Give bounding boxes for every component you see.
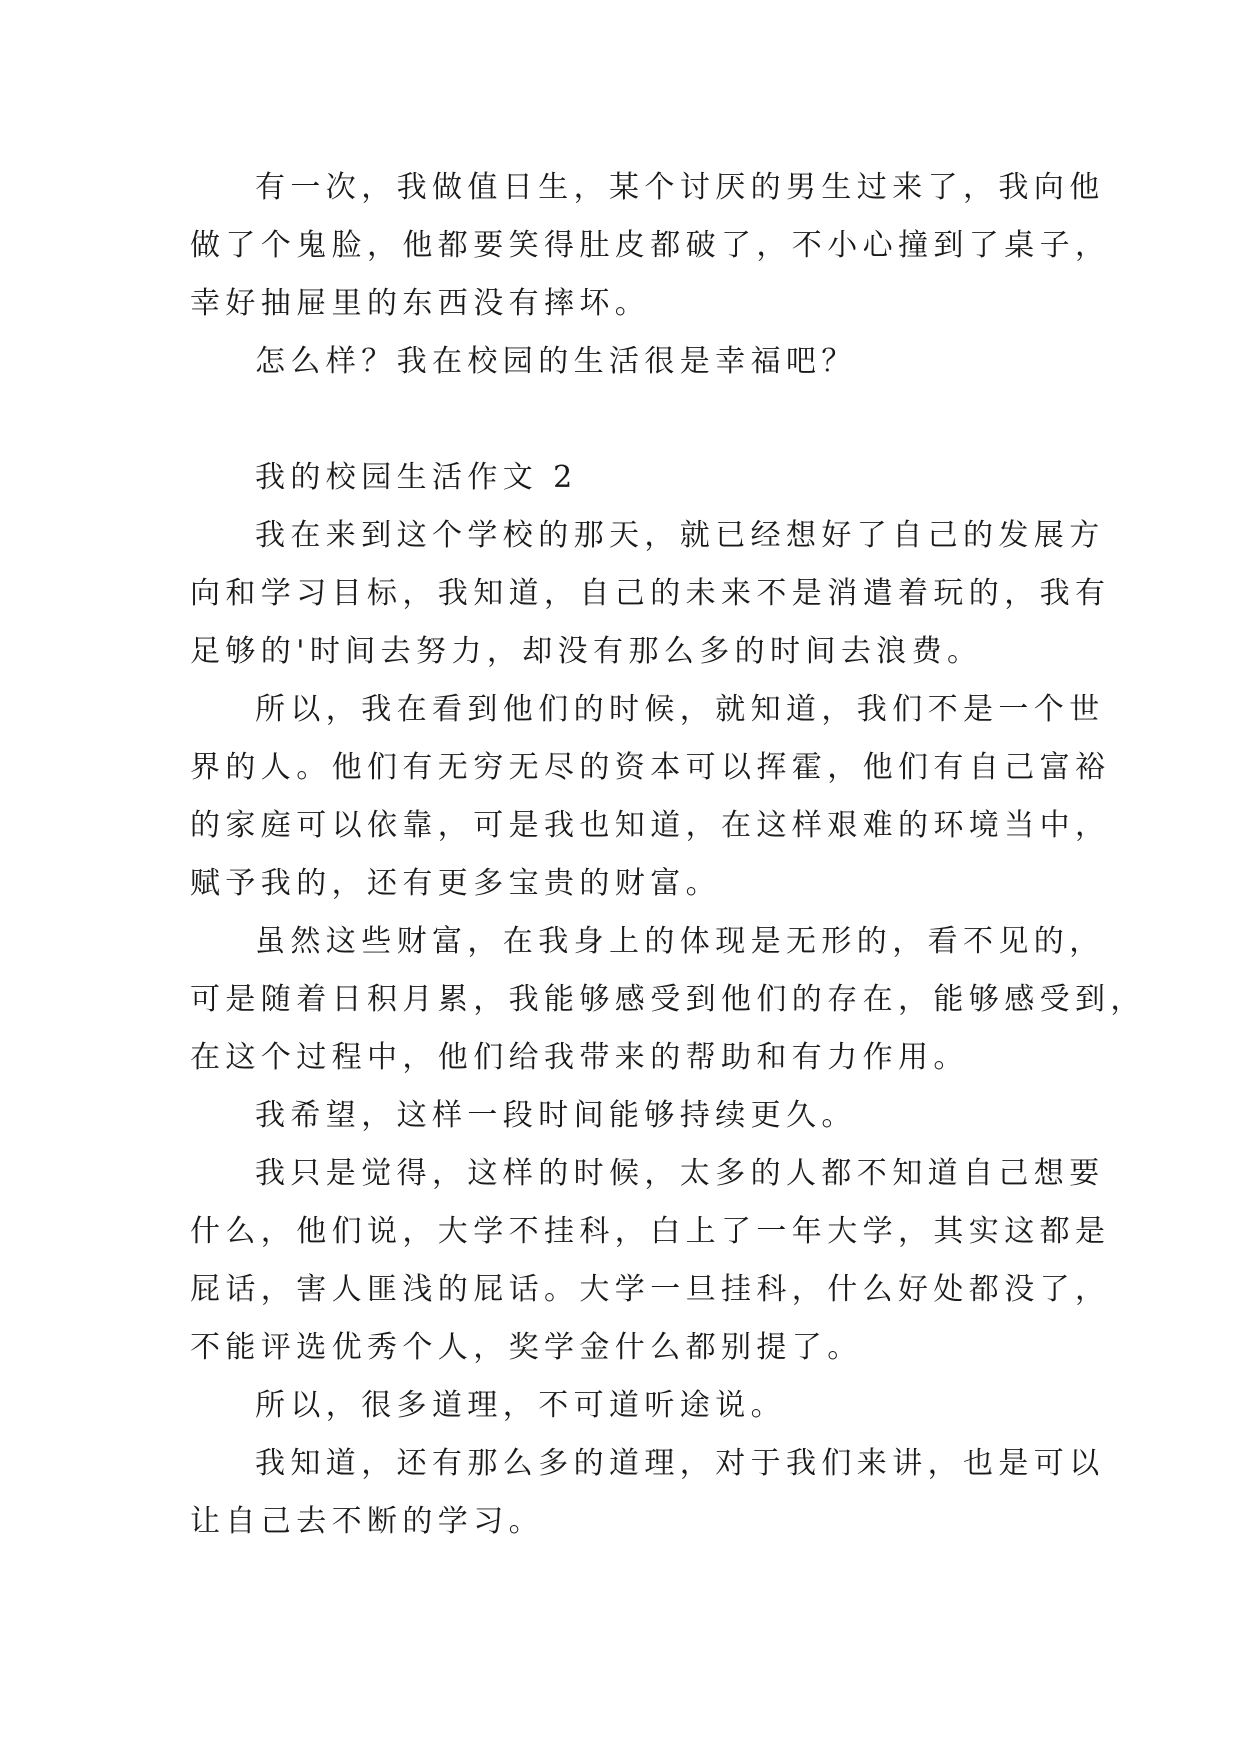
text-line: 什么，他们说，大学不挂科，白上了一年大学，其实这都是 [190,1214,1111,1249]
text-line: 我只是觉得，这样的时候，太多的人都不知道自己想要 [255,1156,1105,1191]
text-line: 向和学习目标，我知道，自己的未来不是消遣着玩的，我有 [190,576,1111,611]
section-title: 我的校园生活作文 2 [255,460,578,495]
text-line: 让自己去不断的学习。 [190,1504,544,1539]
text-line: 幸好抽屉里的东西没有摔坏。 [190,286,651,321]
text-line: 可是随着日积月累，我能够感受到他们的存在，能够感受到， [190,982,1146,1017]
text-line: 做了个鬼脸，他都要笑得肚皮都破了，不小心撞到了桌子， [190,228,1111,263]
text-line: 有一次，我做值日生，某个讨厌的男生过来了，我向他 [255,170,1105,205]
text-line: 赋予我的，还有更多宝贵的财富。 [190,866,721,901]
text-line: 所以，我在看到他们的时候，就知道，我们不是一个世 [255,692,1105,727]
text-line: 不能评选优秀个人，奖学金什么都别提了。 [190,1330,863,1365]
text-line: 所以，很多道理，不可道听途说。 [255,1388,786,1423]
text-line: 界的人。他们有无穷无尽的资本可以挥霍，他们有自己富裕 [190,750,1111,785]
text-line: 屁话，害人匪浅的屁话。大学一旦挂科，什么好处都没了， [190,1272,1111,1307]
text-line: 我希望，这样一段时间能够持续更久。 [255,1098,857,1133]
text-line: 的家庭可以依靠，可是我也知道，在这样艰难的环境当中， [190,808,1111,843]
text-line: 我在来到这个学校的那天，就已经想好了自己的发展方 [255,518,1105,553]
text-line: 足够的'时间去努力，却没有那么多的时间去浪费。 [190,634,983,669]
text-line: 在这个过程中，他们给我带来的帮助和有力作用。 [190,1040,969,1075]
text-line: 我知道，还有那么多的道理，对于我们来讲，也是可以 [255,1446,1105,1481]
text-line: 虽然这些财富，在我身上的体现是无形的，看不见的， [255,924,1105,959]
text-line: 怎么样？我在校园的生活很是幸福吧？ [255,344,857,379]
